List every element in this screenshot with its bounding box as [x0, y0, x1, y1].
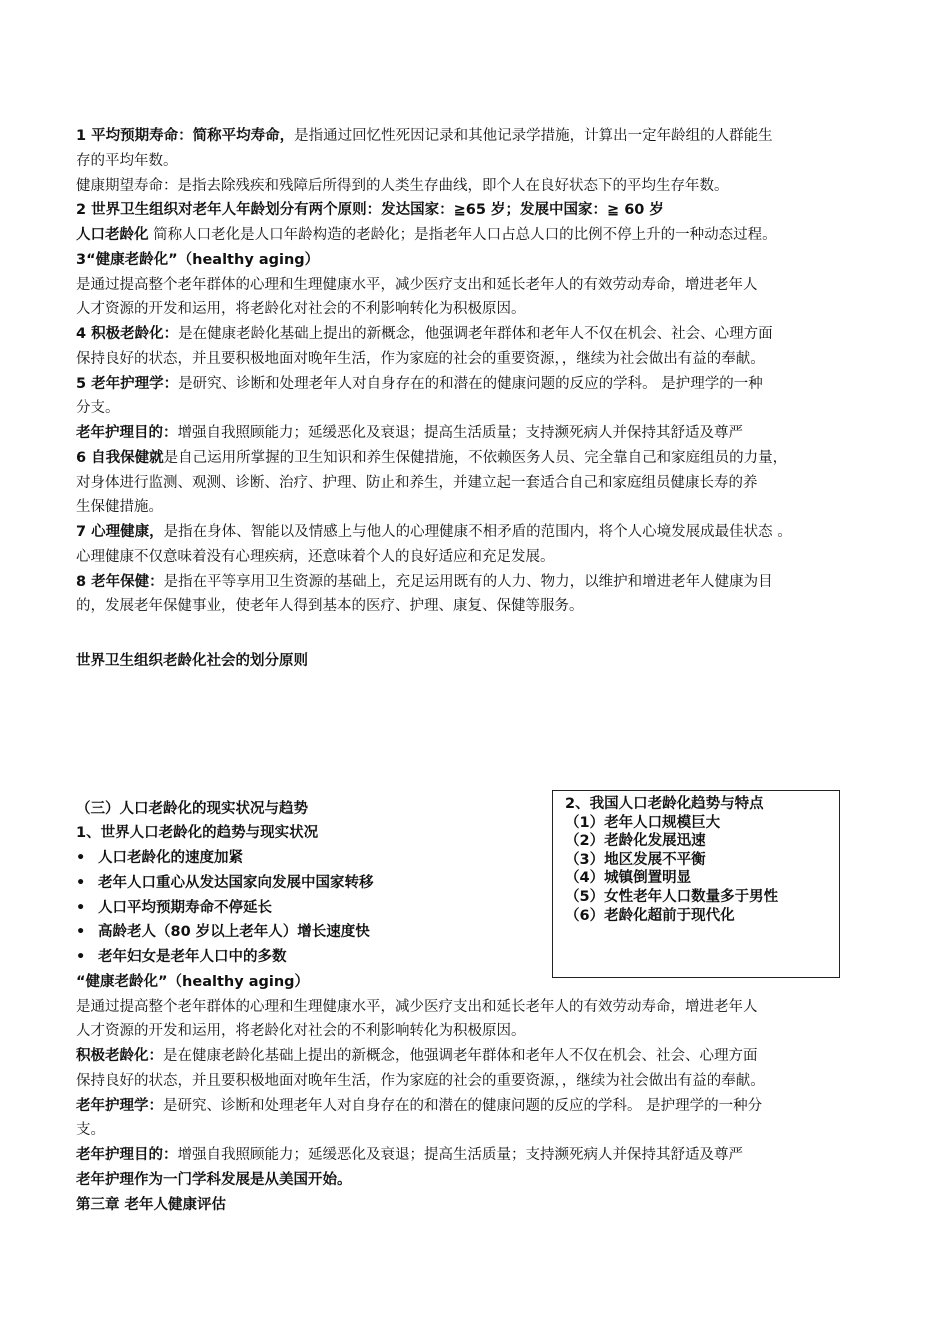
box-item: （2）老龄化发展迅速 [565, 833, 706, 850]
list-item [76, 945, 287, 970]
box-item: （4）城镇倒置明显 [565, 870, 692, 887]
bullet-icon: • [76, 949, 86, 965]
paragraph-population-aging [76, 223, 888, 248]
term-label: 8 老年保健： [76, 574, 164, 590]
paragraph-text: 是在健康老龄化基础上提出的新概念，他强调老年群体和老年人不仅在机会、社会、心理方面 [178, 326, 773, 342]
paragraph-text-line [76, 1019, 888, 1044]
list-item [76, 920, 370, 945]
paragraph-text: 支。 [76, 1122, 105, 1138]
paragraph-active-aging [76, 322, 888, 347]
box-item: （1）老年人口规模巨大 [565, 814, 721, 831]
healthy-aging-heading [76, 248, 888, 273]
term-label: 4 积极老龄化： [76, 326, 179, 342]
term-label: 老年护理目的： [76, 425, 178, 441]
list-item [76, 871, 374, 896]
bullet-icon: • [76, 924, 86, 940]
paragraph-elderly-care [76, 570, 888, 595]
paragraph-text: 是指在平等享用卫生资源的基础上，充足运用既有的人力、物力，以维护和增进老年人健康为目 [163, 574, 773, 590]
bullet-icon: • [76, 850, 86, 866]
paragraph-geriatric-nursing [76, 372, 888, 397]
list-item-text: 老年人口重心从发达国家向发展中国家转移 [98, 875, 374, 891]
paragraph-mental-health [76, 520, 888, 545]
paragraph-text-line [76, 471, 888, 496]
term-label: 积极老龄化： [76, 1048, 163, 1064]
paragraph-text-line [76, 396, 888, 421]
list-item-text: 人口老龄化的速度加紧 [98, 850, 243, 866]
paragraph-text: 存的平均年数。 [76, 153, 178, 169]
paragraph-continuation [76, 149, 888, 174]
paragraph-text: 健康期望寿命：是指去除残疾和残障后所得到的人类生存曲线，即个人在良好状态下的平均生存年数。 [76, 178, 729, 194]
paragraph-text: 生保健措施。 [76, 499, 163, 515]
paragraph-text: 增强自我照顾能力；延缓恶化及衰退；提高生活质量；支持濒死病人并保持其舒适及尊严 [177, 1147, 743, 1163]
paragraph-text-line [76, 545, 888, 570]
who-classification-heading: 世界卫生组织老龄化社会的划分原则 [76, 653, 308, 669]
paragraph-health-expectancy [76, 174, 888, 199]
paragraph-text: 人才资源的开发和运用，将老龄化对社会的不利影响转化为积极原因。 [76, 1023, 526, 1039]
paragraph-text: 保持良好的状态，并且要积极地面对晚年生活，作为家庭的社会的重要资源，，继续为社会做出有益的奉献。 [76, 1073, 765, 1089]
paragraph-active-aging-2 [76, 1044, 888, 1069]
paragraph-text: 对身体进行监测、观测、诊断、治疗、护理、防止和养生，并建立起一套适合自己和家庭组员健康长寿的养 [76, 475, 758, 491]
box-item: （3）地区发展不平衡 [565, 851, 706, 868]
term-label: 3“健康老龄化”（healthy aging） [76, 252, 320, 268]
term-label: 人口老龄化 [76, 227, 149, 243]
paragraph-text: 人才资源的开发和运用，将老龄化对社会的不利影响转化为积极原因。 [76, 301, 526, 317]
term-label: 老年护理目的： [76, 1147, 178, 1163]
paragraph-text: 的，发展老年保健事业，使老年人得到基本的医疗、护理、康复、保健等服务。 [76, 598, 584, 614]
term-label: 7 心理健康， [76, 524, 164, 540]
box-title: 2、我国人口老龄化趋势与特点 [565, 796, 764, 812]
paragraph-self-care [76, 446, 888, 471]
bullet-icon: • [76, 900, 86, 916]
paragraph-text: 是在健康老龄化基础上提出的新概念，他强调老年群体和老年人不仅在机会、社会、心理方面 [163, 1048, 758, 1064]
list-item-text: 人口平均预期寿命不停延长 [98, 900, 272, 916]
paragraph-text-line [76, 1118, 888, 1143]
paragraph-nursing-goals-2 [76, 1143, 888, 1168]
term-label: 6 自我保健就 [76, 450, 164, 466]
term-label: 1 平均预期寿命：简称平均寿命， [76, 128, 295, 144]
section-title: （三）人口老龄化的现实状况与趋势 [76, 801, 308, 817]
paragraph-who-age-division [76, 198, 888, 223]
paragraph-text: 是研究、诊断和处理老年人对自身存在的和潜在的健康问题的反应的学科。 是护理学的一种 [178, 376, 763, 392]
chapter-heading: 第三章 老年人健康评估 [76, 1197, 227, 1213]
paragraph-text: 是自己运用所掌握的卫生知识和养生保健措施，不依赖医务人员、完全靠自己和家庭组员的力量， [163, 450, 788, 466]
paragraph-text-line [76, 594, 888, 619]
paragraph-text-line [76, 297, 888, 322]
paragraph-text: 心理健康不仅意味着没有心理疾病，还意味着个人的良好适应和充足发展。 [76, 549, 555, 565]
paragraph-text: 增强自我照顾能力；延缓恶化及衰退；提高生活质量；支持濒死病人并保持其舒适及尊严 [177, 425, 743, 441]
paragraph-text: 是指在身体、智能以及情感上与他人的心理健康不相矛盾的范围内，将个人心境发展成最佳状态 。 [163, 524, 792, 540]
paragraph-text-line [76, 1069, 888, 1094]
paragraph-text: 是研究、诊断和处理老年人对自身存在的和潜在的健康问题的反应的学科。 是护理学的一种分 [163, 1098, 763, 1114]
list-item [76, 846, 243, 871]
paragraph-nursing-goals [76, 421, 888, 446]
term-label: 老年护理学： [76, 1098, 163, 1114]
sub-title: 1、世界人口老龄化的趋势与现实状况 [76, 825, 319, 841]
nursing-origin-statement: 老年护理作为一门学科发展是从美国开始。 [76, 1172, 352, 1188]
list-item-text: 老年妇女是老年人口中的多数 [98, 949, 287, 965]
list-item-text: 高龄老人（80 岁以上老年人）增长速度快 [98, 924, 370, 940]
paragraph-text: 2 世界卫生组织对老年人年龄划分有两个原则：发达国家：≧65 岁；发展中国家：≧ 60 岁 [76, 202, 664, 218]
healthy-aging-heading-2: “健康老龄化”（healthy aging） [76, 974, 310, 990]
paragraph-text-line [76, 273, 888, 298]
list-item [76, 896, 272, 921]
paragraph-geriatric-nursing-2 [76, 1094, 888, 1119]
china-aging-trends-box [552, 790, 840, 978]
term-label: 5 老年护理学： [76, 376, 179, 392]
bullet-icon: • [76, 875, 86, 891]
paragraph-text: 是指通过回忆性死因记录和其他记录学措施，计算出一定年龄组的人群能生 [294, 128, 773, 144]
box-item: （5）女性老年人口数量多于男性 [565, 888, 779, 905]
paragraph-text-line [76, 347, 888, 372]
box-item: （6）老龄化超前于现代化 [565, 907, 735, 924]
paragraph-text: 保持良好的状态，并且要积极地面对晚年生活，作为家庭的社会的重要资源，，继续为社会做出有益的奉献。 [76, 351, 765, 367]
paragraph-average-life-expectancy [76, 124, 888, 149]
paragraph-text: 分支。 [76, 400, 120, 416]
paragraph-text-line [76, 495, 888, 520]
paragraph-text-line [76, 995, 888, 1020]
paragraph-text: 是通过提高整个老年群体的心理和生理健康水平，减少医疗支出和延长老年人的有效劳动寿命，增进老年人 [76, 999, 758, 1015]
paragraph-text: 简称人口老化是人口年龄构造的老龄化；是指老年人口占总人口的比例不停上升的一种动态过程。 [148, 227, 777, 243]
paragraph-text: 是通过提高整个老年群体的心理和生理健康水平，减少医疗支出和延长老年人的有效劳动寿命，增进老年人 [76, 277, 758, 293]
